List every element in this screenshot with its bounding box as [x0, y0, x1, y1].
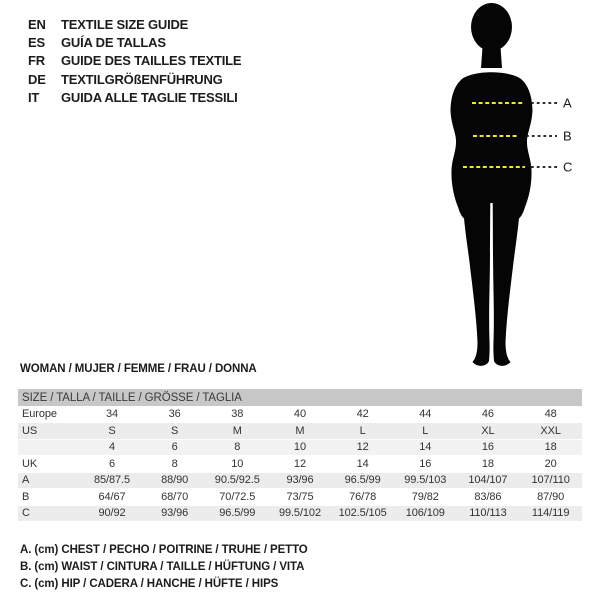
size-cell: M — [206, 423, 269, 440]
legend-chest: A. (cm) CHEST / PECHO / POITRINE / TRUHE / PETTO — [20, 543, 308, 556]
size-cell: XL — [457, 423, 520, 440]
size-cell: 79/82 — [394, 489, 457, 506]
size-cell: 12 — [269, 456, 332, 473]
language-row-it — [28, 88, 241, 106]
size-cell: 12 — [331, 439, 394, 456]
size-cell: 20 — [519, 456, 582, 473]
language-list — [28, 15, 241, 106]
size-cell: 16 — [457, 439, 520, 456]
size-cell: 114/119 — [519, 505, 582, 522]
language-row-es — [28, 33, 241, 51]
table-row-us-letters — [18, 423, 582, 440]
table-title: WOMAN / MUJER / FEMME / FRAU / DONNA — [20, 363, 257, 375]
marker-label-b: B — [563, 128, 572, 144]
table-row-chest — [18, 472, 582, 489]
size-cell: 87/90 — [519, 489, 582, 506]
size-cell: 8 — [143, 456, 206, 473]
size-cell: 14 — [331, 456, 394, 473]
size-cell: 110/113 — [457, 505, 520, 522]
language-row-en — [28, 15, 241, 33]
size-cell: 73/75 — [269, 489, 332, 506]
size-cell: 16 — [394, 456, 457, 473]
marker-label-c: C — [563, 159, 573, 175]
woman-silhouette — [451, 3, 533, 366]
size-cell: L — [394, 423, 457, 440]
size-cell: 70/72.5 — [206, 489, 269, 506]
figure-svg — [400, 0, 600, 380]
size-cell: 88/90 — [143, 472, 206, 489]
size-cell: 106/109 — [394, 505, 457, 522]
legend-waist: B. (cm) WAIST / CINTURA / TAILLE / HÜFTUNG / VITA — [20, 561, 305, 574]
language-code: ES — [28, 34, 45, 50]
language-title: GUIDE DES TAILLES TEXTILE — [61, 53, 242, 69]
table-row-us-numbers — [18, 439, 582, 456]
size-row-label: B — [18, 489, 81, 506]
size-cell: 4 — [81, 439, 144, 456]
size-cell: 10 — [269, 439, 332, 456]
size-cell: 96.5/99 — [206, 505, 269, 522]
size-cell: 6 — [143, 439, 206, 456]
measurement-legend — [20, 541, 308, 593]
size-cell: 96.5/99 — [331, 472, 394, 489]
size-cell: 93/96 — [269, 472, 332, 489]
size-cell: 85/87.5 — [81, 472, 144, 489]
language-code: IT — [28, 89, 40, 105]
size-cell: 107/110 — [519, 472, 582, 489]
legend-hip: C. (cm) HIP / CADERA / HANCHE / HÜFTE / HIPS — [20, 578, 279, 591]
size-row-label: A — [18, 472, 81, 489]
size-cell: 14 — [394, 439, 457, 456]
size-cell: 102.5/105 — [331, 505, 394, 522]
size-row-label: C — [18, 505, 81, 522]
language-title: GUÍA DE TALLAS — [61, 34, 166, 50]
size-cell: 90/92 — [81, 505, 144, 522]
size-cell: 99.5/102 — [269, 505, 332, 522]
size-cell: 36 — [143, 406, 206, 423]
language-code: FR — [28, 53, 45, 69]
size-row-label — [18, 439, 81, 456]
size-cell: 6 — [81, 456, 144, 473]
size-cell: L — [331, 423, 394, 440]
language-code: EN — [28, 16, 46, 32]
language-row-fr — [28, 52, 241, 70]
body-measure-figure — [400, 0, 600, 380]
size-table — [18, 389, 582, 522]
language-title: TEXTILGRÖßENFÜHRUNG — [61, 71, 223, 87]
size-cell: S — [81, 423, 144, 440]
size-cell: S — [143, 423, 206, 440]
size-cell: 18 — [457, 456, 520, 473]
size-cell: 83/86 — [457, 489, 520, 506]
size-row-label: Europe — [18, 406, 81, 423]
size-cell: 93/96 — [143, 505, 206, 522]
table-row-waist — [18, 489, 582, 506]
language-row-de — [28, 70, 241, 88]
language-title: GUIDA ALLE TAGLIE TESSILI — [61, 89, 238, 105]
size-cell: 64/67 — [81, 489, 144, 506]
size-cell: XXL — [519, 423, 582, 440]
size-cell: 46 — [457, 406, 520, 423]
table-header-row — [18, 389, 582, 406]
size-cell: M — [269, 423, 332, 440]
language-title: TEXTILE SIZE GUIDE — [61, 16, 189, 32]
size-cell: 44 — [394, 406, 457, 423]
size-cell: 42 — [331, 406, 394, 423]
size-cell: 10 — [206, 456, 269, 473]
marker-label-a: A — [563, 95, 572, 111]
size-cell: 76/78 — [331, 489, 394, 506]
size-cell: 68/70 — [143, 489, 206, 506]
size-row-label: US — [18, 423, 81, 440]
size-cell: 38 — [206, 406, 269, 423]
size-cell: 99.5/103 — [394, 472, 457, 489]
table-row-europe — [18, 406, 582, 423]
size-cell: 8 — [206, 439, 269, 456]
size-cell: 104/107 — [457, 472, 520, 489]
size-row-label: UK — [18, 456, 81, 473]
size-cell: 48 — [519, 406, 582, 423]
table-row-uk — [18, 456, 582, 473]
language-code: DE — [28, 71, 46, 87]
size-cell: 34 — [81, 406, 144, 423]
size-cell: 90.5/92.5 — [206, 472, 269, 489]
table-row-hip — [18, 505, 582, 522]
size-cell: 40 — [269, 406, 332, 423]
size-header-label: SIZE / TALLA / TAILLE / GRÖSSE / TAGLIA — [18, 389, 582, 406]
size-cell: 18 — [519, 439, 582, 456]
